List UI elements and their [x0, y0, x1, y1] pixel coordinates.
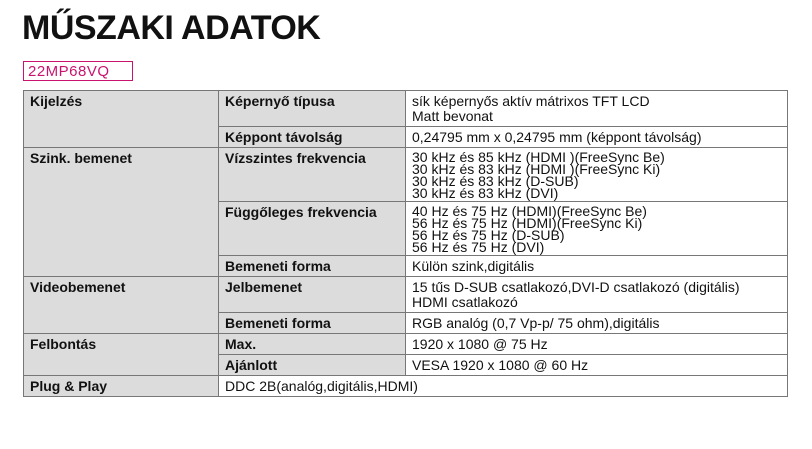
table-row — [24, 376, 788, 397]
spec-label: Bemeneti forma — [219, 256, 406, 277]
category-cell: Szink. bemenet — [24, 148, 219, 277]
spec-value: Külön szink,digitális — [406, 256, 788, 277]
category-cell: Felbontás — [24, 334, 219, 376]
spec-label: Max. — [219, 334, 406, 355]
table-row — [24, 148, 788, 202]
page-title: MŰSZAKI ADATOK — [22, 9, 321, 47]
category-cell: Plug & Play — [24, 376, 219, 397]
spec-value: 15 tűs D-SUB csatlakozó,DVI-D csatlakozó (digitális) HDMI csatlakozó — [406, 277, 788, 313]
spec-value: VESA 1920 x 1080 @ 60 Hz — [406, 355, 788, 376]
spec-label: Ajánlott — [219, 355, 406, 376]
spec-value: DDC 2B(analóg,digitális,HDMI) — [219, 376, 788, 397]
spec-label: Jelbemenet — [219, 277, 406, 313]
spec-value: 1920 x 1080 @ 75 Hz — [406, 334, 788, 355]
model-badge: 22MP68VQ — [23, 61, 133, 81]
spec-label: Függőleges frekvencia — [219, 202, 406, 256]
spec-value: RGB analóg (0,7 Vp-p/ 75 ohm),digitális — [406, 313, 788, 334]
specs-table — [23, 90, 788, 397]
spec-label: Bemeneti forma — [219, 313, 406, 334]
category-cell: Videobemenet — [24, 277, 219, 334]
spec-label: Képpont távolság — [219, 127, 406, 148]
spec-value: 0,24795 mm x 0,24795 mm (képpont távolság) — [406, 127, 788, 148]
table-row — [24, 334, 788, 355]
spec-value: 30 kHz és 85 kHz (HDMI )(FreeSync Be) 30 kHz és 83 kHz (HDMI )(FreeSync Ki) 30 kHz és 83 kHz (D-SUB) 30 kHz és 83 kHz (DVI) — [406, 148, 788, 202]
table-row — [24, 277, 788, 313]
category-cell: Kijelzés — [24, 91, 219, 148]
spec-label: Vízszintes frekvencia — [219, 148, 406, 202]
spec-label: Képernyő típusa — [219, 91, 406, 127]
spec-value: sík képernyős aktív mátrixos TFT LCD Matt bevonat — [406, 91, 788, 127]
spec-value: 40 Hz és 75 Hz (HDMI)(FreeSync Be) 56 Hz és 75 Hz (HDMI)(FreeSync Ki) 56 Hz és 75 Hz (D-SUB) 56 Hz és 75 Hz (DVI) — [406, 202, 788, 256]
table-row — [24, 91, 788, 127]
